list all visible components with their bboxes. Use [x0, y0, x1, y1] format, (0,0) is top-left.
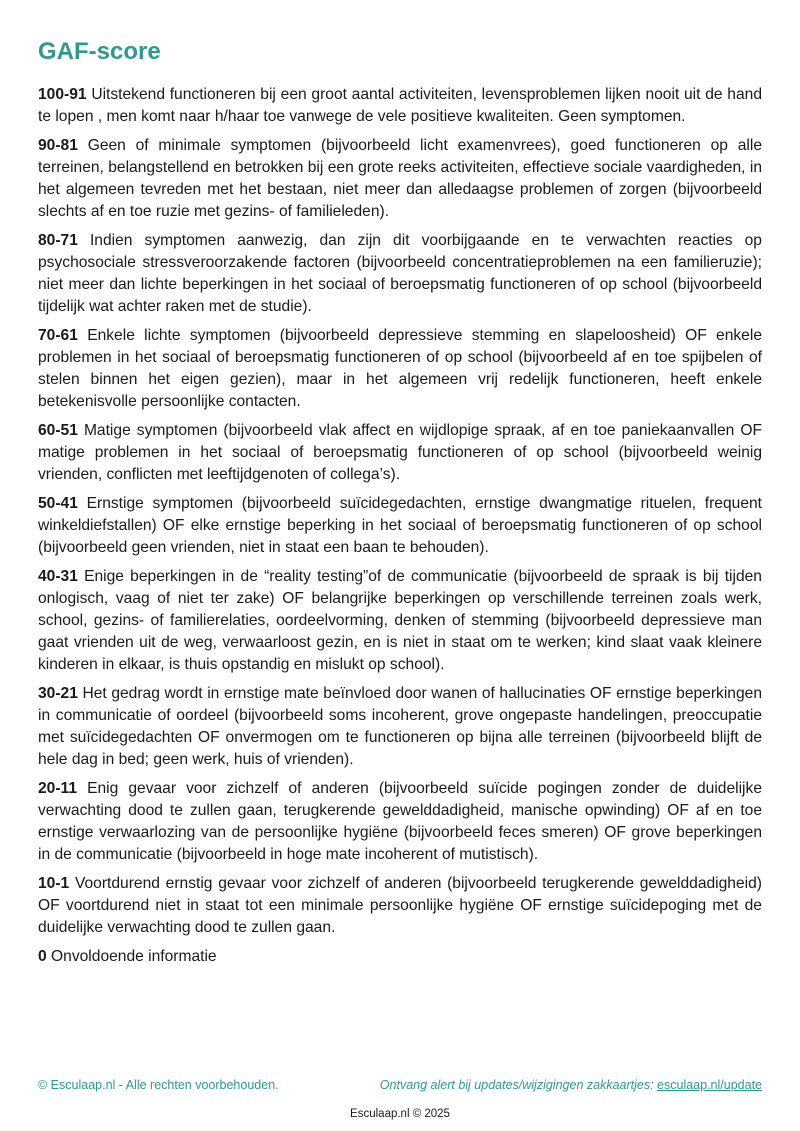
gaf-entry [38, 420, 762, 486]
gaf-range: 80-71 [38, 232, 78, 249]
gaf-description: Indien symptomen aanwezig, dan zijn dit voorbijgaande en te verwachten reacties op psychosociale stressveroorzakende factoren (bijvoorbeeld concentratieproblemen na een familieruzie); niet meer dan lichte beperkingen in het sociaal of beroepsmatig functioneren of op school (bijvoorbeeld tijdelijk wat achter raken met de studie). [38, 232, 762, 315]
gaf-description: Enkele lichte symptomen (bijvoorbeeld depressieve stemming en slapeloosheid) OF enkele problemen in het sociaal of beroepsmatig functioneren of op school (bijvoorbeeld af en toe spijbelen of stelen binnen het eigen gezien), maar in het algemeen vrij redelijk functioneren, heeft enkele betekenisvolle persoonlijke contacten. [38, 327, 762, 410]
gaf-entry [38, 325, 762, 413]
gaf-range: 50-41 [38, 495, 78, 512]
gaf-description: Enig gevaar voor zichzelf of anderen (bijvoorbeeld suïcide pogingen zonder de duidelijke verwachting dood te zullen gaan, terugkerende gewelddadigheid, manische opwinding) OF af en toe ernstige verwaarlozing van de persoonlijke hygiëne (bijvoorbeeld feces smeren) OF grove beperkingen in de communicatie (bijvoorbeeld in hoge mate incoherent of mutistisch). [38, 780, 762, 863]
copyright-notice: © Esculaap.nl - Alle rechten voorbehouden. [38, 1078, 279, 1092]
gaf-entry [38, 230, 762, 318]
gaf-description: Uitstekend functioneren bij een groot aantal activiteiten, levensproblemen lijken nooit uit de hand te lopen , men komt naar h/haar toe vanwege de vele positieve kwaliteiten. Geen symptomen. [38, 86, 762, 125]
gaf-description: Ernstige symptomen (bijvoorbeeld suïcidegedachten, ernstige dwangmatige rituelen, frequent winkeldiefstallen) OF elke ernstige beperking in het sociaal of beroepsmatig functioneren of op school (bijvoorbeeld geen vrienden, niet in staat een baan te behouden). [38, 495, 762, 556]
gaf-entry [38, 135, 762, 223]
gaf-range: 90-81 [38, 137, 78, 154]
page-footer: Esculaap.nl © 2025 [350, 1108, 450, 1120]
update-alert [380, 1078, 762, 1092]
gaf-range: 100-91 [38, 86, 87, 103]
gaf-range: 70-61 [38, 327, 78, 344]
page-title: GAF-score [38, 38, 161, 65]
update-alert-text: Ontvang alert bij updates/wijzigingen zakkaartjes: [379, 1078, 654, 1092]
gaf-entry [38, 946, 762, 968]
gaf-description: Het gedrag wordt in ernstige mate beïnvloed door wanen of hallucinaties OF ernstige beperkingen in communicatie of oordeel (bijvoorbeeld soms incoherent, grove ongepaste handelingen, preoccupatie met suïcidegedachten OF onvermogen om te functioneren op bijna alle terreinen (bijvoorbeeld blijft de hele dag in bed; geen werk, huis of vrienden). [38, 685, 762, 768]
gaf-description: Voortdurend ernstig gevaar voor zichzelf of anderen (bijvoorbeeld terugkerende gewelddadigheid) OF voortdurend niet in staat tot een minimale persoonlijke hygiëne OF ernstige suïcidepoging met de duidelijke verwachting dood te zullen gaan. [38, 875, 762, 936]
gaf-description: Geen of minimale symptomen (bijvoorbeeld licht examenvrees), goed functioneren op alle terreinen, belangstellend en betrokken bij een grote reeks activiteiten, effectieve sociale vaardigheden, in het algemeen tevreden met het bestaan, niet meer dan alledaagse problemen of zorgen (bijvoorbeeld slechts af en toe ruzie met gezins- of familieleden). [38, 137, 762, 220]
gaf-entry [38, 873, 762, 939]
gaf-entry [38, 778, 762, 866]
gaf-description: Matige symptomen (bijvoorbeeld vlak affect en wijdlopige spraak, af en toe paniekaanvallen OF matige problemen in het sociaal of beroepsmatig functioneren of op school (bijvoorbeeld weinig vrienden, conflicten met leeftijdgenoten of collega’s). [38, 422, 762, 483]
gaf-description: Onvoldoende informatie [51, 948, 217, 965]
gaf-description: Enige beperkingen in de “reality testing”of de communicatie (bijvoorbeeld de spraak is bij tijden onlogisch, vaag of niet ter zake) OF belangrijke beperkingen op verschillende terreinen zoals werk, school, gezins- of familierelaties, oordeelvorming, denken of stemming (bijvoorbeeld depressieve man gaat vrienden uit de weg, verwaarloost gezin, en is niet in staat om te werken; kind slaat vaak kleinere kinderen in elkaar, is thuis opstandig en mislukt op school). [38, 568, 762, 673]
gaf-range: 40-31 [38, 568, 78, 585]
update-link[interactable]: esculaap.nl/update [657, 1078, 762, 1092]
gaf-range: 0 [38, 948, 47, 965]
gaf-range: 10-1 [38, 875, 70, 892]
gaf-entry [38, 683, 762, 771]
gaf-score-list [38, 84, 762, 975]
gaf-range: 20-11 [38, 780, 78, 797]
gaf-range: 60-51 [38, 422, 78, 439]
gaf-range: 30-21 [38, 685, 78, 702]
gaf-entry [38, 493, 762, 559]
gaf-entry [38, 566, 762, 676]
gaf-entry [38, 84, 762, 128]
